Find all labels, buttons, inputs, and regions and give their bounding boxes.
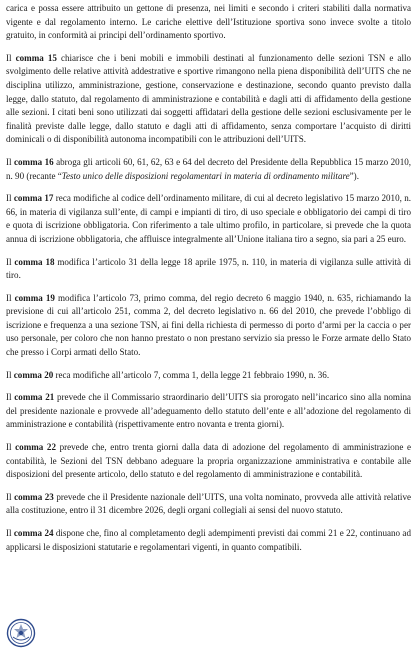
paragraph-text: carica e possa essere attribuito un gettone di presenza, nei limiti e secondo i criteri stabiliti dalla normativa vigente e dal regolamento interno. Le cariche elettive dell’Istituzione sportiva sono invece svolte a titolo gratuito, in conformità ai principi dell’ordinamento sportivo. [6, 3, 411, 41]
paragraph-continuation [6, 2, 411, 43]
comma-label: comma 19 [14, 292, 55, 303]
comma-label: comma 15 [15, 52, 57, 63]
comma-label: comma 17 [13, 193, 54, 204]
comma-label: comma 21 [14, 392, 55, 403]
paragraph-text: Il [6, 193, 14, 204]
paragraph-text: abroga gli articoli 60, 61, 62, 63 e 64 del decreto del Presidente della Repubblica 15 marzo 2010, n. 90 (recante “ [6, 156, 411, 181]
paragraph-p20 [6, 369, 411, 383]
comma-label: comma 18 [14, 256, 55, 267]
paragraph-text: prevede che il Presidente nazionale dell’UITS, una volta nominato, provveda alle attività relative alla costituzione, entro il 31 dicembre 2026, degli organi collegiali ai sensi del nuovo statuto. [6, 491, 411, 516]
paragraph-p18 [6, 256, 411, 283]
paragraph-text: prevede che, entro trenta giorni dalla data di adozione del regolamento di amministrazione e contabilità, le Sezioni del TSN debbano adeguare la propria organizzazione amministrativa e contabile alle disposizioni del presente articolo, dello statuto e del regolamento di amministrazione e contabilità. [6, 442, 411, 480]
paragraph-text: Il [6, 528, 14, 538]
quoted-title: Testo unico delle disposizioni regolamentari in materia di ordinamento militare [61, 170, 350, 181]
paragraph-p22 [6, 441, 411, 482]
paragraph-text: modifica l’articolo 31 della legge 18 aprile 1975, n. 110, in materia di vigilanza sulle attività di tiro. [6, 256, 411, 281]
paragraph-p16 [6, 156, 411, 183]
paragraph-text: dispone che, fino al completamento degli adempimenti previsti dai commi 21 e 22, continuano ad applicarsi le disposizioni statutarie e regolamentari vigenti, in quanto compatibili. [6, 528, 411, 552]
paragraph-text: Il [6, 491, 15, 502]
paragraph-p19 [6, 292, 411, 360]
paragraph-text: modifica l’articolo 73, primo comma, del regio decreto 6 maggio 1940, n. 635, richiamando la previsione di cui all’articolo 251, comma 2, del decreto legislativo n. 66 del 2010, che prevede l’obbligo di iscrizione e frequenza a una sezione TSN, ai fini della richiesta di permesso di porto d’armi per la caccia o per uso personale, per coloro che non hanno prestato o non prestano servizio sia presso le Forze armate dello Stato che presso i Corpi armati dello Stato. [6, 292, 411, 358]
comma-label: comma 23 [14, 491, 54, 502]
paragraph-text: reca modifiche all’articolo 7, comma 1, della legge 21 febbraio 1990, n. 36. [53, 369, 330, 380]
paragraph-text: Il [6, 369, 14, 380]
institutional-seal-icon [6, 618, 36, 648]
document-body [6, 2, 411, 563]
paragraph-text: Il [6, 392, 15, 403]
paragraph-text: Il [6, 442, 16, 453]
comma-label: comma 24 [13, 528, 54, 538]
paragraph-p21 [6, 391, 411, 432]
paragraph-p15 [6, 52, 411, 147]
paragraph-text: Il [6, 256, 15, 267]
paragraph-text: Il [6, 52, 16, 63]
paragraph-text: Il [6, 292, 15, 303]
paragraph-text: chiarisce che i beni mobili e immobili destinati al funzionamento delle sezioni TSN e allo svolgimento delle relative attività addestrative e sportive rimangono nella piena disponibilità dell’UITS che ne disciplina utilizzo, amministrazione, gestione, conservazione e destinazione, secondo quanto previsto dalla legge, dallo statuto, dal regolamento di amministrazione e contabilità e dagli atti di affidamento della gestione alle sezioni. I citati beni sono utilizzati dai soggetti affidatari della gestione delle sezioni esclusivamente per le finalità previste dalle legge, dallo statuto e dagli atti di affidamento, senza comportare l’acquisto di diritti dominicali o di disponibilità autonoma incompatibili con le attribuzioni dell’UITS. [6, 52, 411, 145]
paragraph-p17 [6, 192, 411, 246]
comma-label: comma 22 [15, 442, 56, 453]
comma-label: comma 20 [13, 369, 54, 380]
paragraph-p23 [6, 491, 411, 518]
paragraph-text: reca modifiche al codice dell’ordinamento militare, di cui al decreto legislativo 15 marzo 2010, n. 66, in materia di vigilanza sull’ente, di campi e impianti di tiro, di uso speciale e obbligatorio dei campi di tiro e quota di iscrizione obbligatoria. Con riferimento a tale ultimo profilo, in particolare, si prevede che la quota annua di iscrizione obbligatoria, che affluisce integralmente all’Unione italiana tiro a segno, sia pari a 25 euro. [6, 193, 412, 244]
paragraph-text: ”). [349, 170, 359, 181]
paragraph-text: prevede che il Commissario straordinario dell’UITS sia prorogato nell’incarico sino alla nomina del presidente nazionale e provvede all’adeguamento dello statuto dell’ente e all’adozione del regolamento di amministrazione e contabilità (rispettivamente entro novanta e trenta giorni). [6, 392, 411, 430]
paragraph-text: Il [6, 156, 14, 167]
paragraph-p24 [6, 527, 411, 554]
comma-label: comma 16 [14, 156, 54, 167]
